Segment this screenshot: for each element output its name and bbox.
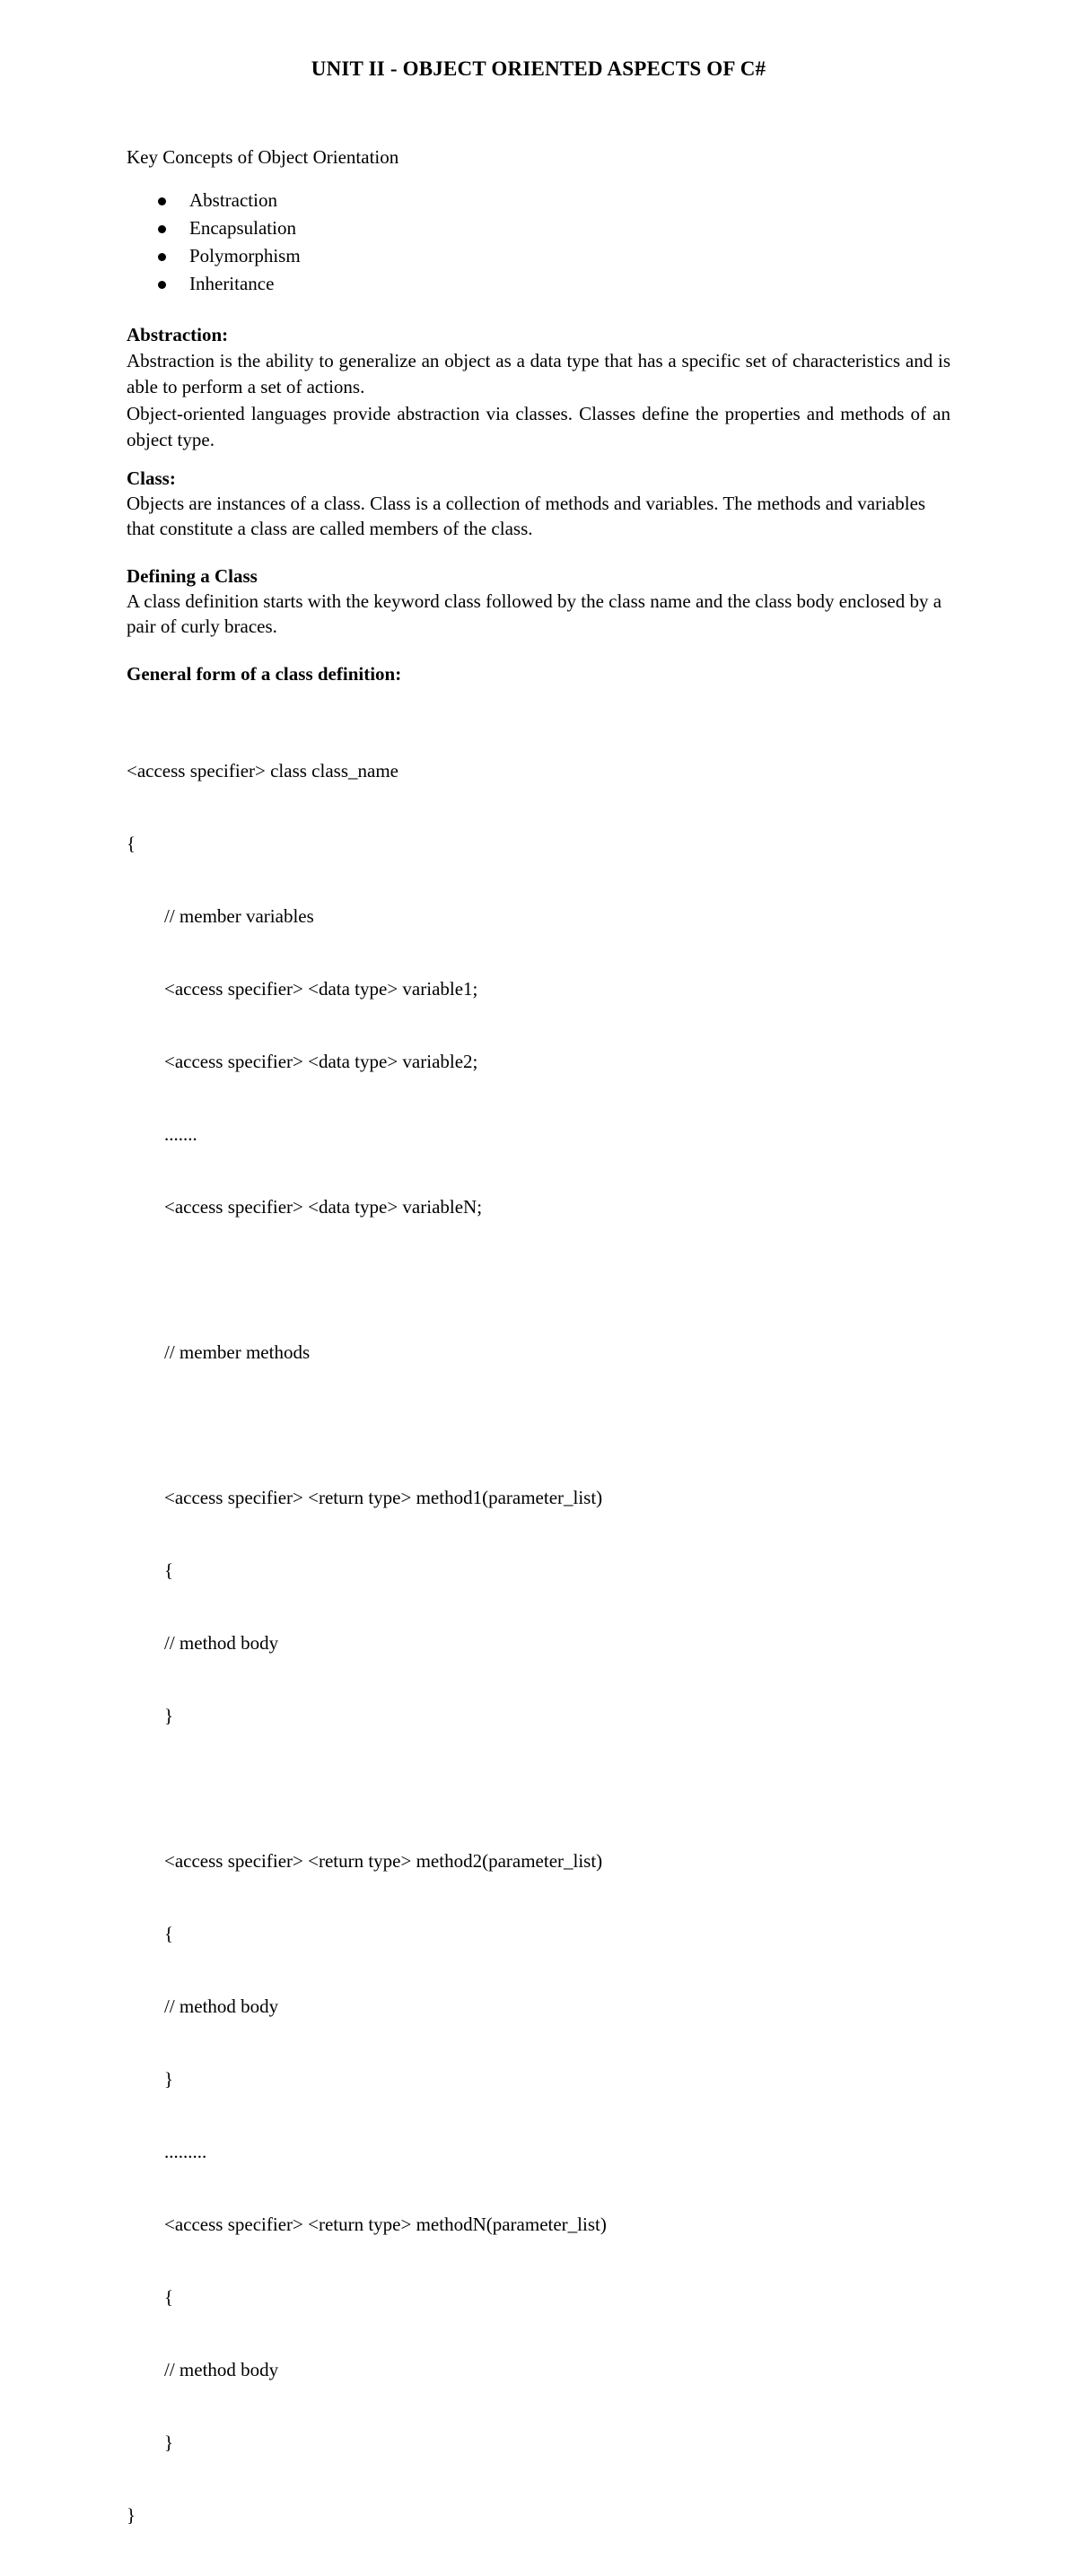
code-block (127, 711, 607, 2576)
class-paragraph: Objects are instances of a class. Class is a collection of methods and variables. The methods and variables that constitute a class are called members of the class. (127, 493, 926, 539)
code-line: ....... (164, 1123, 197, 1145)
code-line: { (164, 1923, 174, 1944)
bullet-icon (158, 253, 166, 261)
blank-line (127, 1413, 607, 1437)
code-line: } (164, 2068, 174, 2090)
bullet-icon (158, 281, 166, 289)
defining-class-heading: Defining a Class (127, 565, 258, 587)
code-line: <access specifier> <data type> variable2; (164, 1051, 478, 1072)
abstraction-heading: Abstraction: (127, 324, 229, 345)
list-item: Encapsulation (127, 214, 301, 242)
code-line: // method body (164, 1632, 279, 1654)
code-line: } (164, 2432, 174, 2453)
code-line: // member methods (164, 1341, 311, 1363)
key-concepts-heading: Key Concepts of Object Orientation (127, 146, 399, 168)
code-line: <access specifier> <return type> method2(parameter_list) (164, 1850, 603, 1872)
code-line: // method body (164, 1995, 279, 2017)
list-item: Polymorphism (127, 242, 301, 270)
blank-line (127, 1777, 607, 1801)
code-line: } (164, 1705, 174, 1726)
abstraction-paragraph-2: Object-oriented languages provide abstraction via classes. Classes define the properties and methods of an object type. (127, 403, 950, 450)
code-line: ......... (164, 2141, 207, 2162)
bullet-icon (158, 225, 166, 233)
code-line: { (127, 833, 136, 854)
blank-line (127, 1268, 607, 1292)
code-line: { (164, 2286, 174, 2308)
class-heading: Class: (127, 467, 176, 489)
code-line: <access specifier> <return type> methodN(parameter_list) (164, 2214, 607, 2235)
general-form-heading: General form of a class definition: (127, 663, 402, 685)
list-item: Abstraction (127, 187, 301, 214)
abstraction-paragraph-1: Abstraction is the ability to generalize an object as a data type that has a specific set of characteristics and is able to perform a set of actions. (127, 350, 950, 397)
defining-class-paragraph: A class definition starts with the keyword class followed by the class name and the class body enclosed by a pair of curly braces. (127, 590, 942, 637)
code-line: <access specifier> <data type> variable1; (164, 978, 478, 1000)
list-item: Inheritance (127, 270, 301, 298)
code-line: <access specifier> <return type> method1(parameter_list) (164, 1487, 603, 1508)
code-line: // member variables (164, 905, 314, 927)
page-title: UNIT II - OBJECT ORIENTED ASPECTS OF C# (311, 57, 766, 80)
code-line: <access specifier> <data type> variableN; (164, 1196, 483, 1218)
code-line: // method body (164, 2359, 279, 2380)
key-concepts-list (127, 187, 301, 298)
code-line: } (127, 2504, 136, 2526)
bullet-icon (158, 197, 166, 205)
code-line: <access specifier> class class_name (127, 760, 398, 782)
code-line: { (164, 1559, 174, 1581)
